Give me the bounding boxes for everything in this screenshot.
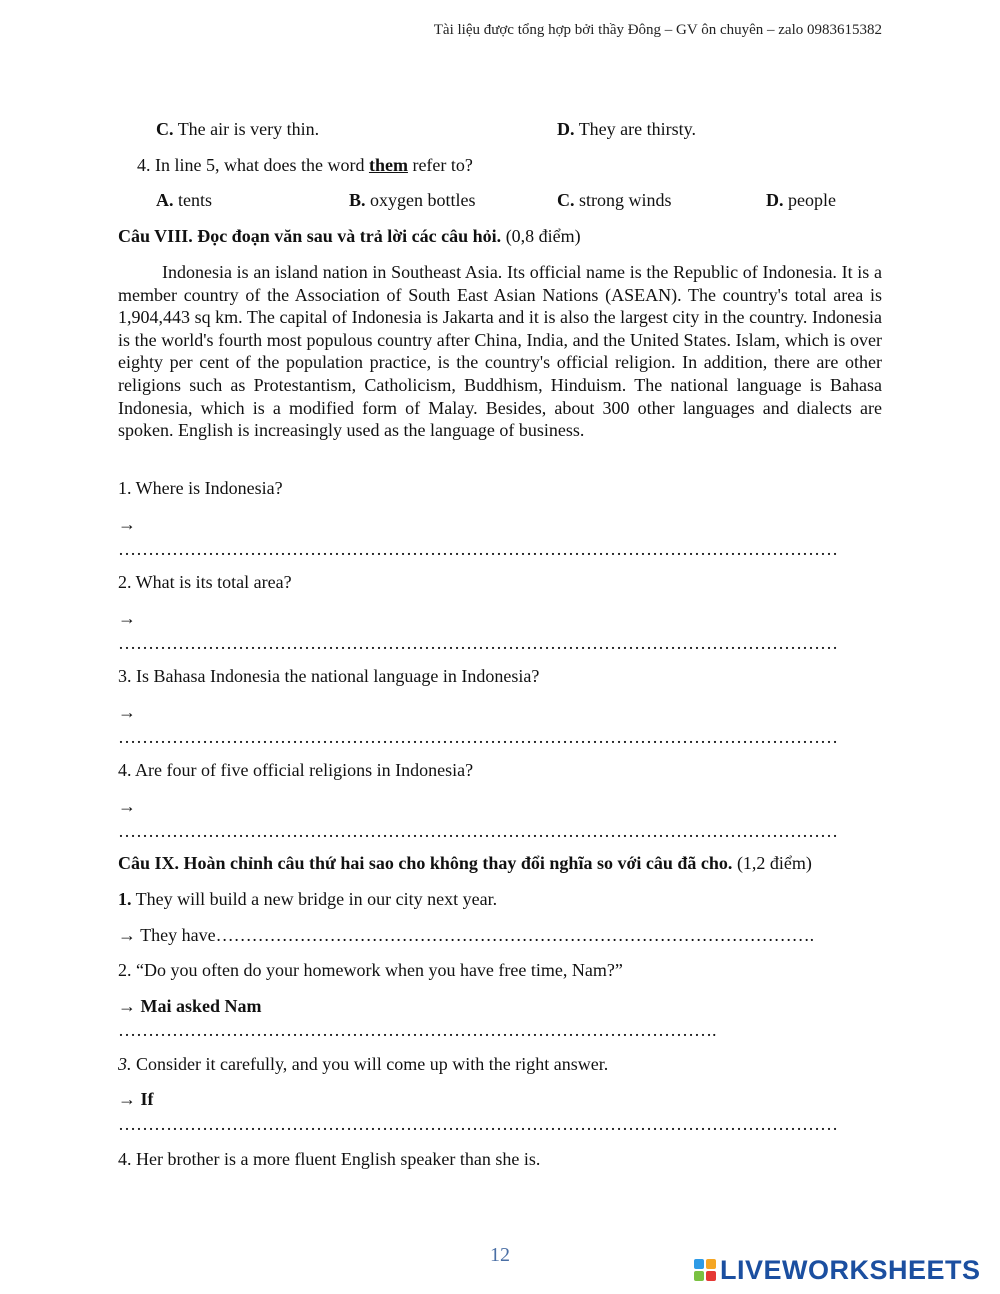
logo-text: LIVEWORKSHEETS: [720, 1254, 981, 1285]
answer-line-1[interactable]: …………………………………………………………………………………………………………: [118, 539, 838, 559]
logo-square: [694, 1271, 704, 1281]
q4-option-b: B. oxygen bottles: [349, 190, 476, 210]
rewrite-sentence-2: 2. “Do you often do your homework when you have free time, Nam?”: [118, 960, 623, 980]
section-8-heading: Câu VIII. Đọc đoạn văn sau và trả lời các câu hỏi. (0,8 điểm): [118, 226, 581, 246]
arrow-icon: →: [118, 702, 136, 722]
logo-square: [694, 1259, 704, 1269]
q4-option-d: D. people: [766, 190, 836, 210]
page-number: 12: [490, 1244, 510, 1266]
answer-line-4[interactable]: …………………………………………………………………………………………………………: [118, 821, 838, 841]
section-9-heading: Câu IX. Hoàn chỉnh câu thứ hai sao cho không thay đổi nghĩa so với câu đã cho. (1,2 điểm): [118, 853, 812, 873]
rewrite-answer-1[interactable]: → They have……………………………………………………………………………………….: [118, 925, 815, 945]
rewrite-answer-3[interactable]: …………………………………………………………………………………………………………: [118, 1114, 838, 1134]
question-4: 4. In line 5, what does the word them refer to?: [137, 155, 473, 175]
rewrite-sentence-1: 1. They will build a new bridge in our city next year.: [118, 889, 498, 909]
rewrite-sentence-3: 3. Consider it carefully, and you will come up with the right answer.: [118, 1054, 609, 1074]
reading-question-2: 2. What is its total area?: [118, 572, 292, 592]
page-header: Tài liệu được tổng hợp bởi thầy Đông – GV ôn chuyên – zalo 0983615382: [433, 22, 882, 38]
arrow-icon: →: [118, 796, 136, 816]
q4-option-a: A. tents: [156, 190, 212, 210]
rewrite-sentence-4: 4. Her brother is a more fluent English speaker than she is.: [118, 1149, 541, 1169]
reading-question-1: 1. Where is Indonesia?: [118, 478, 283, 498]
rewrite-prompt-2: → Mai asked Nam: [118, 996, 262, 1016]
reading-passage: Indonesia is an island nation in Southeast Asia. Its official name is the Republic of Indonesia. It is a member country of the Association of South East Asian Nations (ASEAN). The country's total area is 1,904,443 sq km. The capital of Indonesia is Jakarta and it is also the largest city in the country. Indonesia is the world's fourth most populous country after China, India, and the United States. Islam, which is over eighty per cent of the population practice, is the country's official religion. In addition, there are other religions such as Protestantism, Catholicism, Buddhism, Hinduism. The national language is Bahasa Indonesia, which is a modified form of Malay. Besides, about 300 other languages and dialects are spoken. English is increasingly used as the language of business.: [118, 262, 882, 441]
logo-grid-icon: [694, 1259, 716, 1281]
rewrite-prompt-3: → If: [118, 1089, 154, 1109]
answer-line-2[interactable]: …………………………………………………………………………………………………………: [118, 633, 838, 653]
prev-option-d: D. They are thirsty.: [557, 119, 696, 139]
reading-question-3: 3. Is Bahasa Indonesia the national language in Indonesia?: [118, 666, 540, 686]
arrow-icon: →: [118, 514, 136, 534]
logo-square: [706, 1259, 716, 1269]
prev-option-c: C. The air is very thin.: [156, 119, 320, 139]
arrow-icon: →: [118, 608, 136, 628]
answer-line-3[interactable]: …………………………………………………………………………………………………………: [118, 727, 838, 747]
liveworksheets-logo[interactable]: [694, 1254, 981, 1286]
reading-question-4: 4. Are four of five official religions in Indonesia?: [118, 760, 474, 780]
q4-option-c: C. strong winds: [557, 190, 672, 210]
underlined-word: them: [368, 155, 408, 175]
logo-square: [706, 1271, 716, 1281]
rewrite-answer-2[interactable]: ……………………………………………………………………………………….: [118, 1020, 717, 1040]
